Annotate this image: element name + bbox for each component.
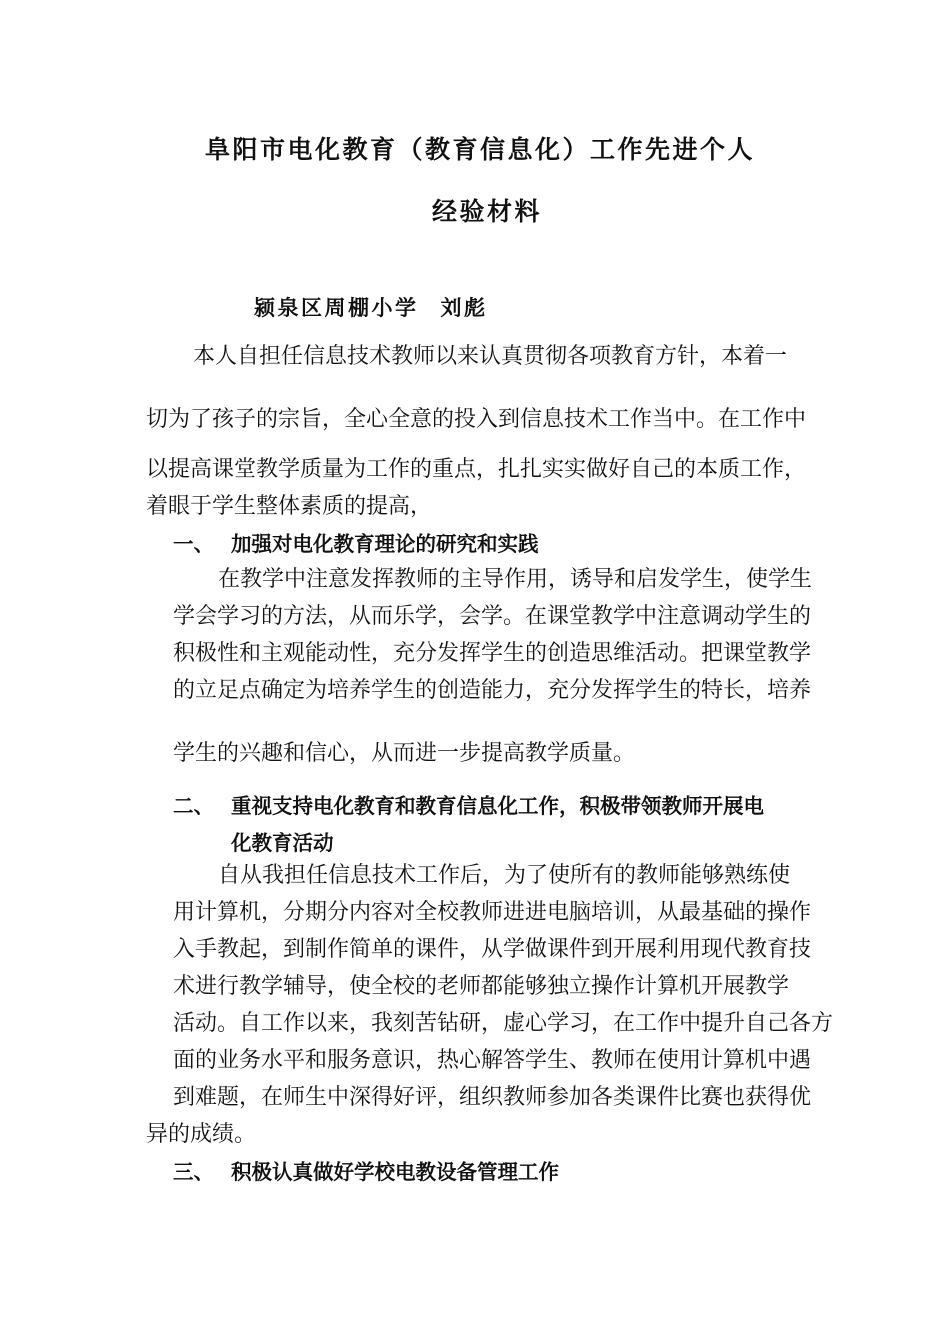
section-2-line: 入手教起，到制作简单的课件，从学做课件到开展利用现代教育技 — [173, 937, 812, 962]
author-name: 刘彪 — [440, 296, 488, 320]
section-2-line: 活动。自工作以来，我刻苦钻研，虚心学习，在工作中提升自己各方 — [173, 1011, 834, 1036]
section-1-line: 积极性和主观能动性，充分发挥学生的创造思维活动。把课堂教学 — [173, 641, 812, 666]
intro-line: 以提高课堂教学质量为工作的重点，扎扎实实做好自己的本质工作， — [146, 457, 807, 482]
section-2-line: 自从我担任信息技术工作后，为了使所有的教师能够熟练使 — [218, 863, 791, 888]
intro-line: 着眼于学生整体素质的提高， — [146, 494, 433, 519]
section-number: 三、 — [173, 1160, 214, 1184]
section-number: 二、 — [173, 794, 214, 818]
intro-line: 本人自担任信息技术教师以来认真贯彻各项教育方针，本着一 — [193, 344, 788, 369]
section-heading-text: 积极认真做好学校电教设备管理工作 — [231, 1160, 559, 1184]
document-title-line-1: 阜阳市电化教育（教育信息化）工作先进个人 — [205, 135, 756, 164]
document-title-line-2: 经验材料 — [432, 197, 543, 226]
section-heading-text: 重视支持电化教育和教育信息化工作，积极带领教师开展电 — [231, 794, 764, 818]
section-1-line: 学生的兴趣和信心，从而进一步提高教学质量。 — [173, 741, 636, 766]
author-school: 颍泉区周棚小学 — [254, 296, 419, 320]
section-2-line: 术进行教学辅导，使全校的老师都能够独立操作计算机开展教学 — [173, 974, 790, 999]
section-heading-1 — [173, 530, 539, 558]
section-2-line: 到难题，在师生中深得好评，组织教师参加各类课件比赛也获得优 — [173, 1085, 812, 1110]
section-2-line: 异的成绩。 — [146, 1122, 257, 1147]
section-heading-text: 加强对电化教育理论的研究和实践 — [231, 532, 539, 556]
section-1-line: 在教学中注意发挥教师的主导作用，诱导和启发学生，使学生 — [218, 567, 813, 592]
section-2-line: 面的业务水平和服务意识，热心解答学生、教师在使用计算机中遇 — [173, 1048, 812, 1073]
section-1-line: 的立足点确定为培养学生的创造能力，充分发挥学生的特长，培养 — [173, 678, 812, 703]
intro-line: 切为了孩子的宗旨，全心全意的投入到信息技术工作当中。在工作中 — [146, 407, 807, 432]
section-2-line: 用计算机，分期分内容对全校教师进进电脑培训，从最基础的操作 — [173, 900, 812, 925]
section-heading-2 — [173, 792, 764, 820]
author-line — [254, 294, 488, 322]
section-heading-3 — [173, 1158, 559, 1186]
section-number: 一、 — [173, 532, 214, 556]
section-1-line: 学会学习的方法，从而乐学，会学。在课堂教学中注意调动学生的 — [173, 604, 812, 629]
section-heading-2-continued: 化教育活动 — [231, 831, 334, 855]
